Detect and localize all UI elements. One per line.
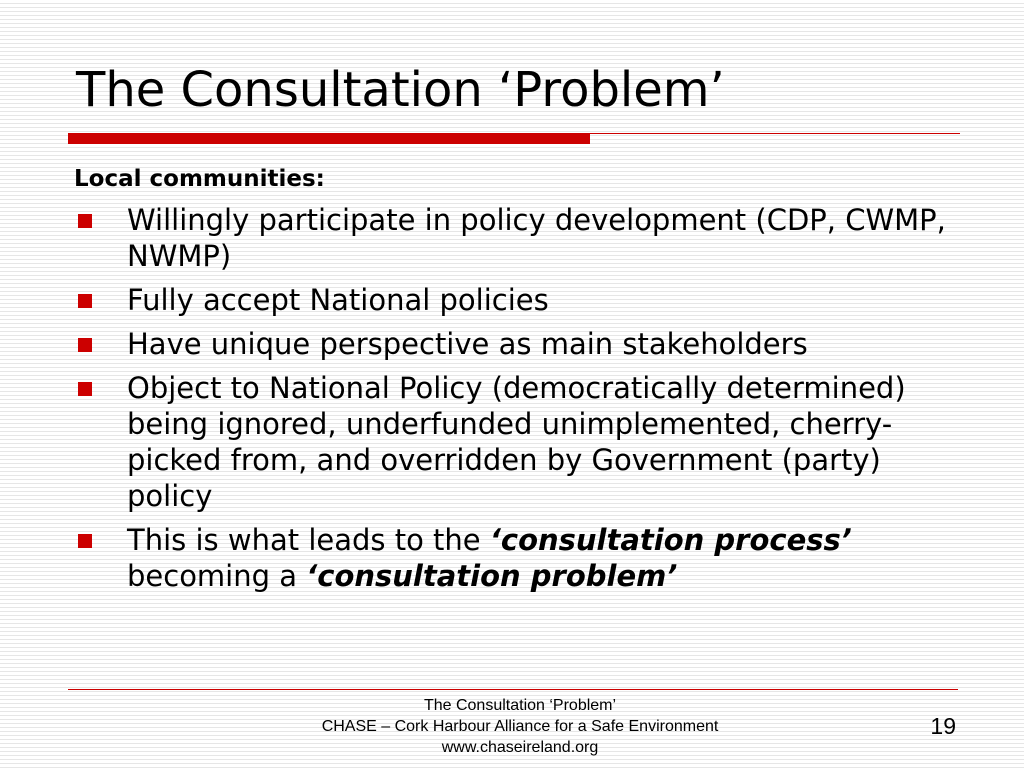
footer-title: The Consultation ‘Problem’ xyxy=(423,697,617,714)
emphasis-text: ‘consultation problem’ xyxy=(306,559,678,593)
square-bullet-icon xyxy=(78,214,92,228)
footer-rule xyxy=(68,689,958,690)
bullet-text: Object to National Policy (democratically determined) being ignored, underfunded unimplemented, cherry-picked from, and overridden by Government (party) policy xyxy=(127,371,906,513)
slide-title: The Consultation ‘Problem’ xyxy=(76,62,725,118)
bullet-item xyxy=(74,326,954,362)
bullet-item xyxy=(74,202,954,274)
square-bullet-icon xyxy=(78,534,92,548)
title-underline-thin xyxy=(590,133,960,134)
title-underline-bar xyxy=(68,133,590,144)
page-number: 19 xyxy=(930,713,956,739)
bullet-list xyxy=(74,202,954,602)
footer-organization: CHASE – Cork Harbour Alliance for a Safe Environment xyxy=(321,718,719,735)
bullet-item xyxy=(74,522,954,594)
square-bullet-icon xyxy=(78,294,92,308)
footer-url: www.chaseireland.org xyxy=(441,739,599,756)
square-bullet-icon xyxy=(78,338,92,352)
bullet-item xyxy=(74,282,954,318)
square-bullet-icon xyxy=(78,382,92,396)
bullet-text: becoming a xyxy=(127,559,307,593)
bullet-text: This is what leads to the xyxy=(127,523,490,557)
bullet-item xyxy=(74,370,954,514)
footer xyxy=(250,695,790,758)
bullet-text: Have unique perspective as main stakeholders xyxy=(127,327,808,361)
bullet-text: Willingly participate in policy development (CDP, CWMP, NWMP) xyxy=(127,203,946,273)
emphasis-text: ‘consultation process’ xyxy=(489,523,852,557)
bullet-text: Fully accept National policies xyxy=(127,283,549,317)
subheading: Local communities: xyxy=(74,166,325,192)
